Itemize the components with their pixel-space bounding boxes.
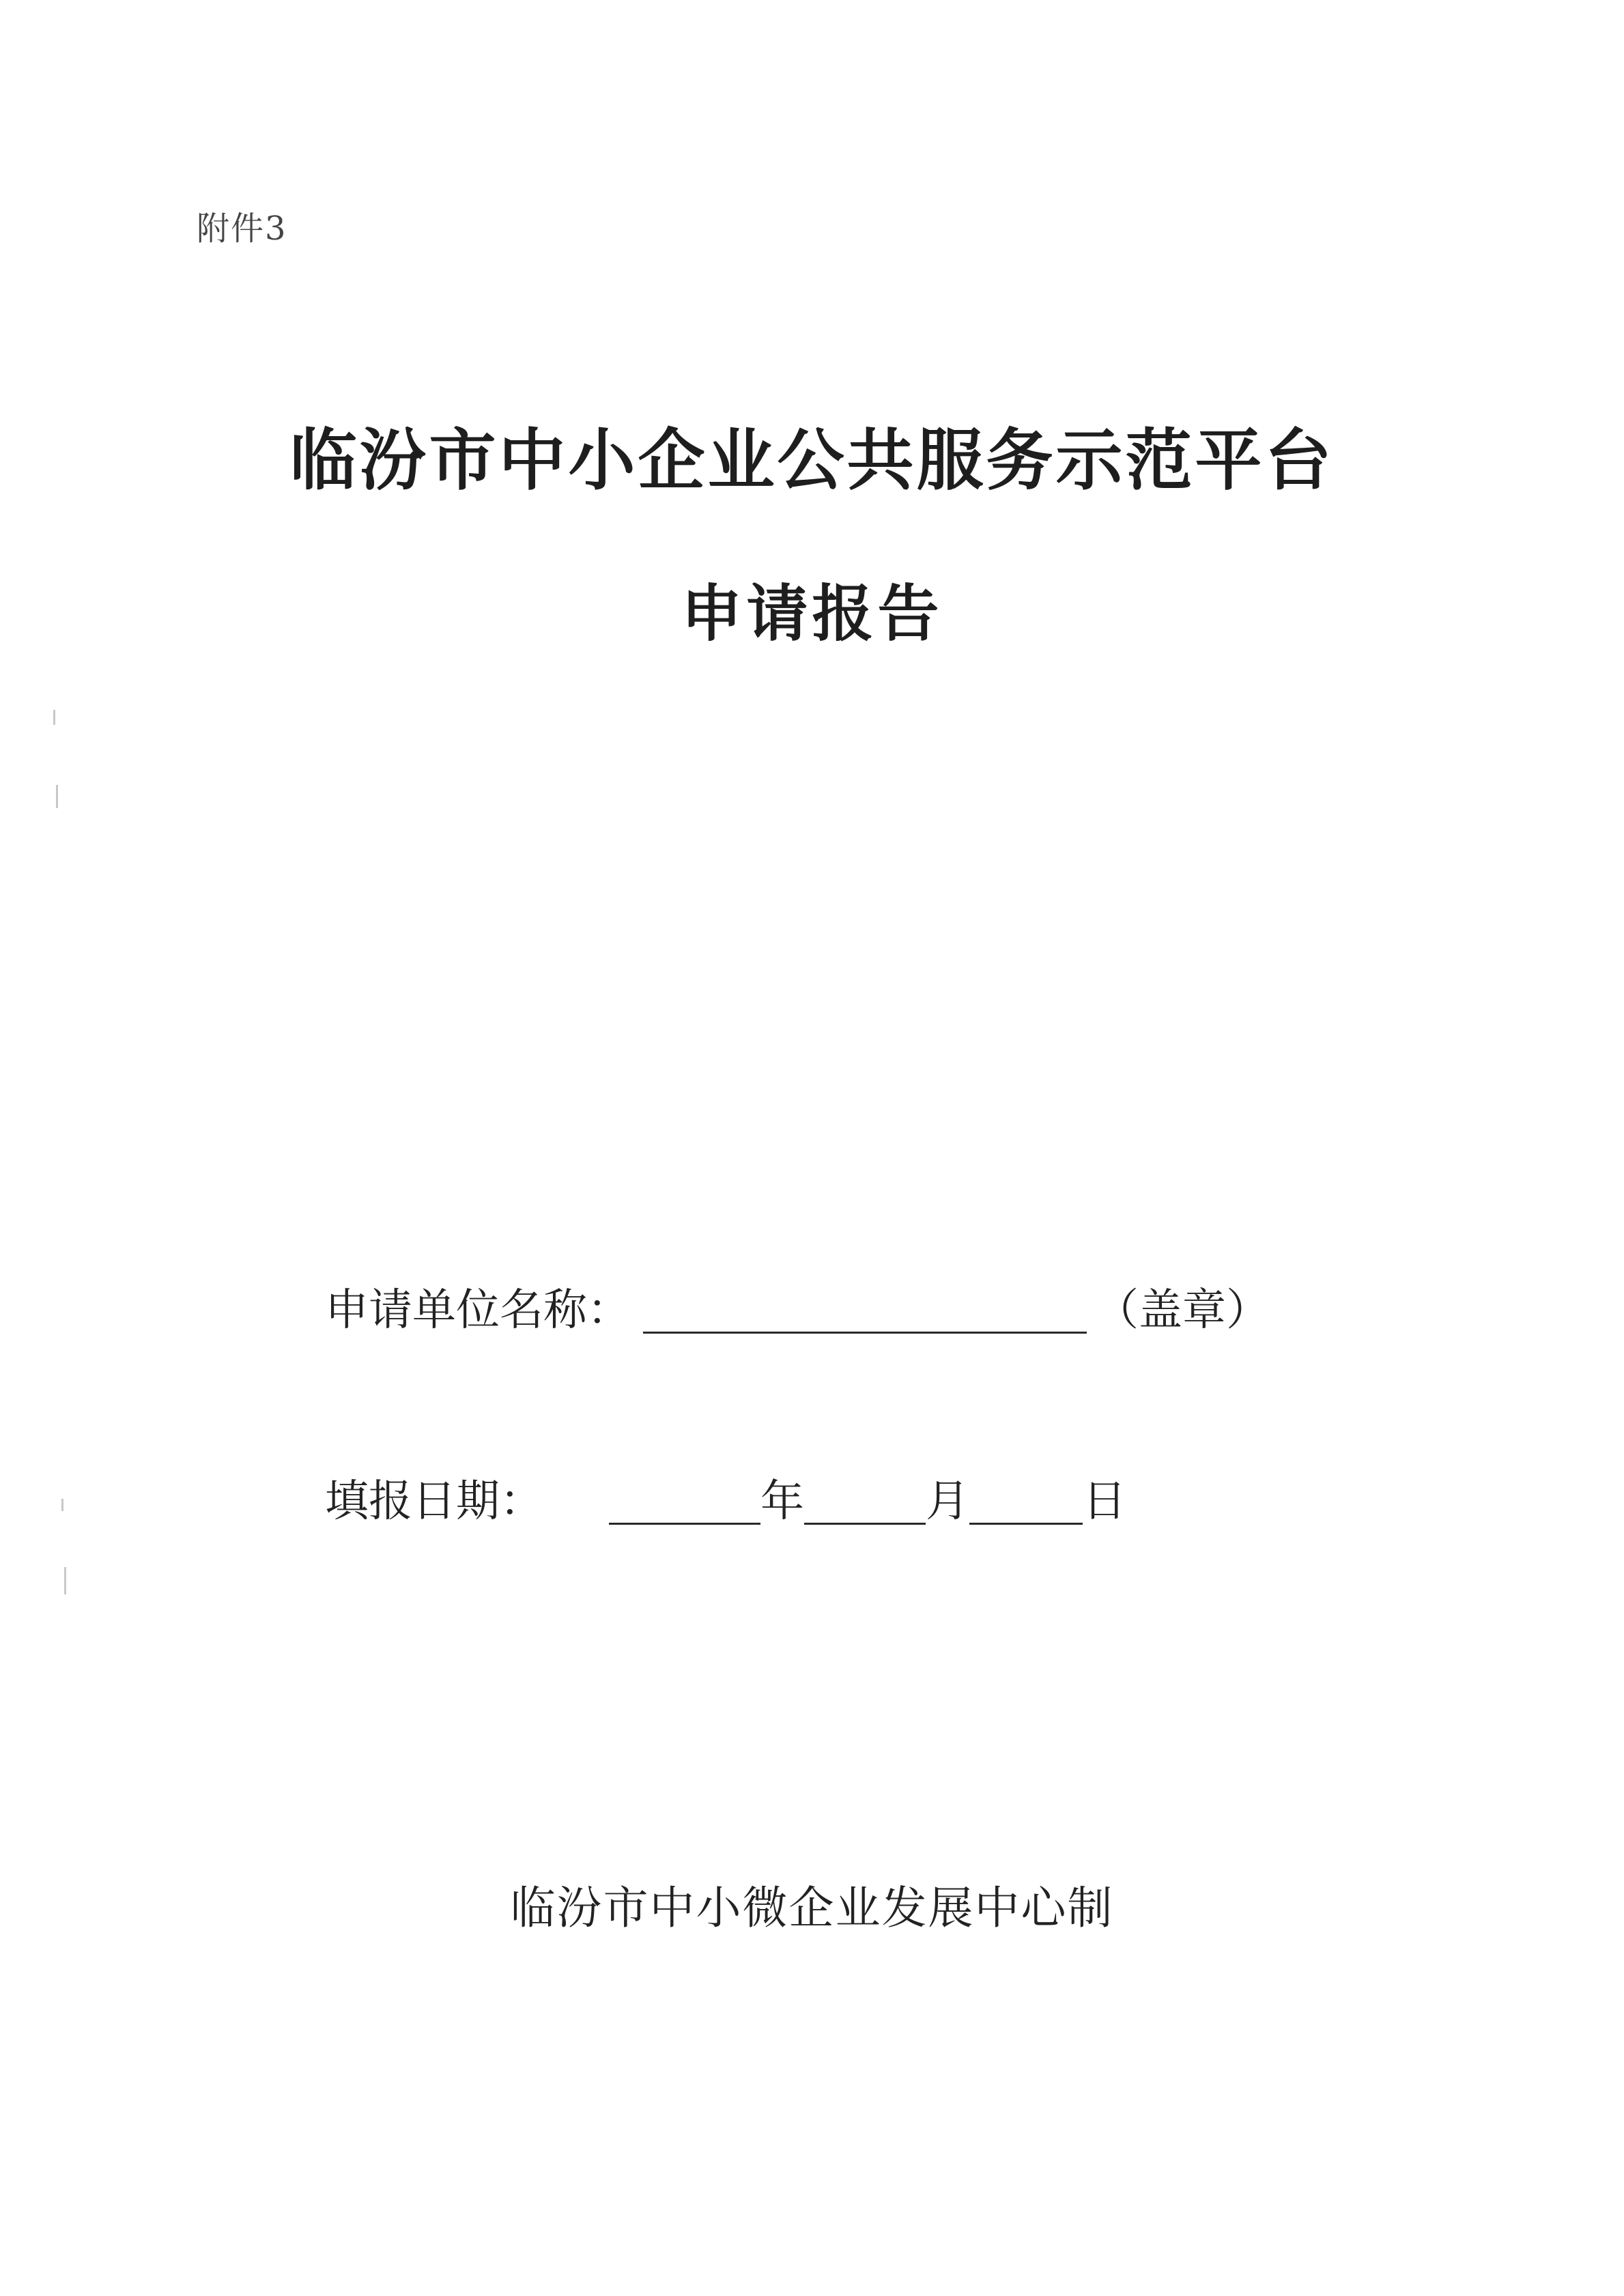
scan-mark [61,1499,63,1511]
month-label: 月 [926,1476,969,1527]
applicant-unit-label: 申请单位名称： [325,1285,631,1336]
applicant-unit-row [325,1275,1270,1338]
scan-mark [64,1567,66,1594]
day-blank[interactable] [969,1479,1083,1525]
seal-note: （盖章） [1095,1285,1270,1336]
document-subtitle: 申请报告 [681,578,943,650]
document-title: 临汾市中小企业公共服务示范平台 [289,422,1335,500]
scan-mark [56,785,58,808]
applicant-unit-blank[interactable] [643,1288,1087,1334]
scan-mark [53,710,55,725]
attachment-label: 附件3 [197,210,287,248]
year-label: 年 [760,1476,804,1527]
issuing-organization: 临汾市中小微企业发展中心制 [510,1882,1114,1934]
year-blank[interactable] [609,1479,760,1525]
month-blank[interactable] [804,1479,926,1525]
fill-date-row [325,1466,1126,1529]
fill-date-label: 填报日期： [325,1476,543,1527]
day-label: 日 [1083,1476,1126,1527]
